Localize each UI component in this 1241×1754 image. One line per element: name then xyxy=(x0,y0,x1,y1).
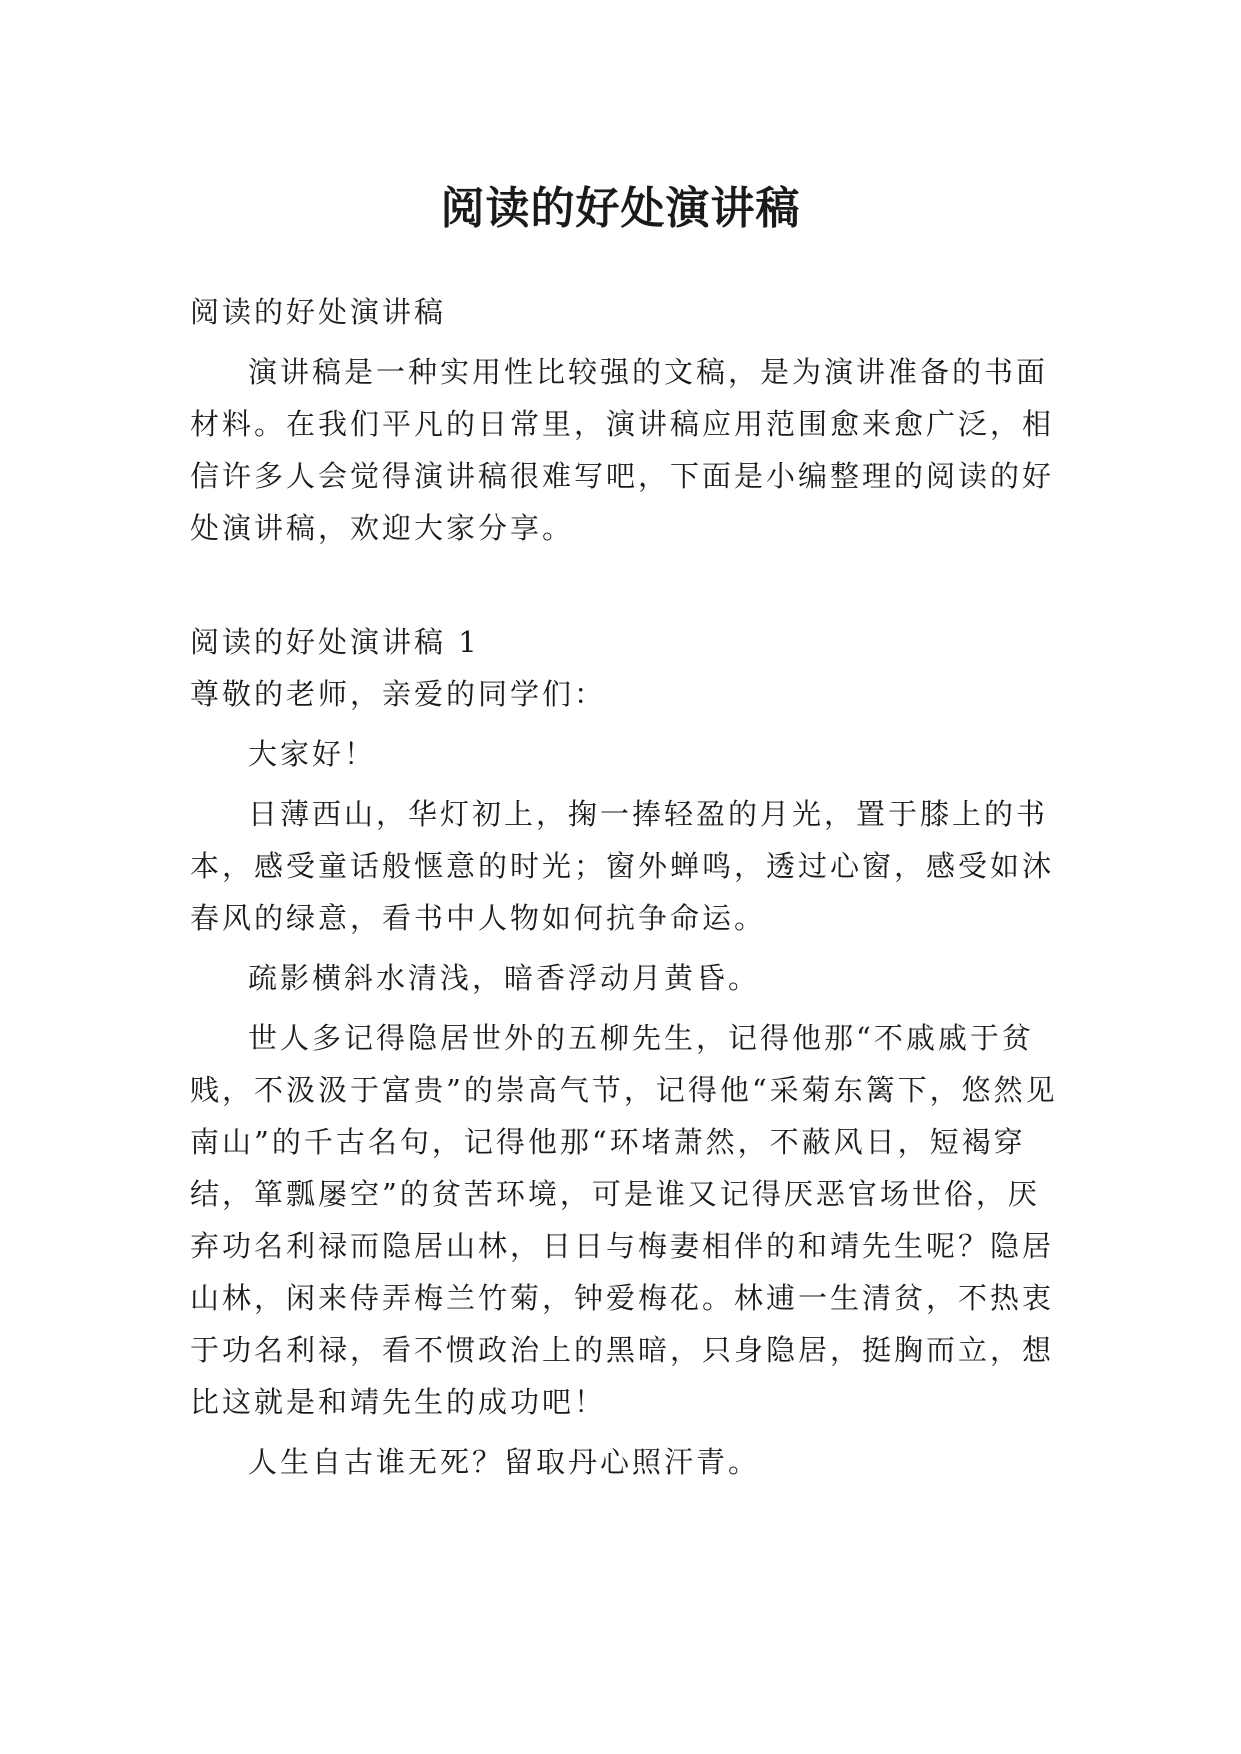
greeting-paragraph: 大家好！ xyxy=(248,737,377,771)
body-paragraph-2: 世人多记得隐居世外的五柳先生，记得他那“不戚戚于贫贱，不汲汲于富贵”的崇高气节，记得他“采菊东篱下，悠然见南山”的千古名句，记得他那“环堵萧然，不蔽风日，短褐穿结，箪瓢屡空”的贫苦环境，可是谁又记得厌恶官场世俗，厌弃功名利禄而隐居山林，日日与梅妻相伴的和靖先生呢？隐居山林，闲来侍弄梅兰竹菊，钟爱梅花。林逋一生清贫，不热衷于功名利禄，看不惯政治上的黑暗，只身隐居，挺胸而立，想比这就是和靖先生的成功吧！ xyxy=(190,1021,1058,1419)
section-heading: 阅读的好处演讲稿 1 xyxy=(190,625,480,659)
document-title: 阅读的好处演讲稿 xyxy=(440,183,801,235)
intro-paragraph: 演讲稿是一种实用性比较强的文稿，是为演讲准备的书面材料。在我们平凡的日常里，演讲稿应用范围愈来愈广泛，相信许多人会觉得演讲稿很难写吧，下面是小编整理的阅读的好处演讲稿，欢迎大家分享。 xyxy=(190,355,1055,545)
salutation-paragraph: 尊敬的老师，亲爱的同学们： xyxy=(190,677,607,711)
poem-line-2: 人生自古谁无死？留取丹心照汗青。 xyxy=(248,1445,761,1479)
poem-line-1: 疏影横斜水清浅，暗香浮动月黄昏。 xyxy=(248,961,761,995)
document-body xyxy=(190,286,1060,1488)
subtitle-paragraph: 阅读的好处演讲稿 xyxy=(190,295,447,329)
body-paragraph-1: 日薄西山，华灯初上，掬一捧轻盈的月光，置于膝上的书本，感受童话般惬意的时光；窗外蝉鸣，透过心窗，感受如沐春风的绿意，看书中人物如何抗争命运。 xyxy=(190,797,1055,935)
